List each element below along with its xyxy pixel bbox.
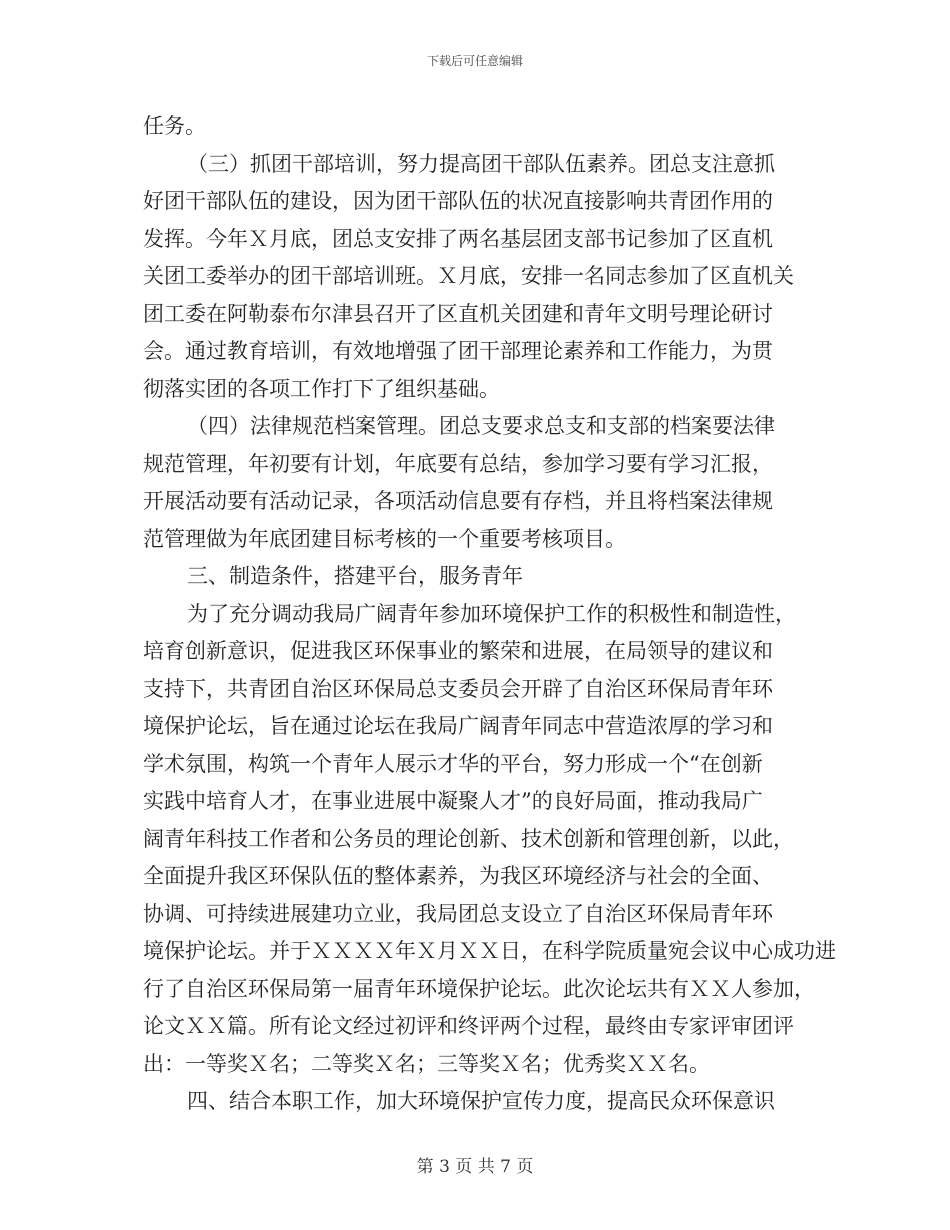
text-line: 四、结合本职工作，加大环境保护宣传力度，提高民众环保意识 xyxy=(187,1089,775,1113)
text-line: 为了充分调动我局广阔青年参加环境保护工作的积极性和制造性， xyxy=(187,601,796,626)
text-line: 关团工委举办的团干部培训班。Ｘ月底，安排一名同志参加了区直机关 xyxy=(143,264,794,288)
text-line: 协调、可持续进展建功立业，我局团总支设立了自治区环保局青年环 xyxy=(143,901,773,926)
page-header-note: 下载后可任意编辑 xyxy=(426,54,523,68)
text-line: 范管理做为年底团建目标考核的一个重要考核项目。 xyxy=(143,526,626,551)
page-number-footer: 第 3 页 共 7 页 xyxy=(416,1157,534,1177)
text-line: 开展活动要有活动记录，各项活动信息要有存档，并且将档案法律规 xyxy=(143,489,773,513)
text-line: 培育创新意识，促进我区环保事业的繁荣和进展，在局领导的建议和 xyxy=(143,639,773,663)
text-line: 支持下，共青团自治区环保局总支委员会开辟了自治区环保局青年环 xyxy=(143,676,773,701)
text-line: 全面提升我区环保队伍的整体素养，为我区环境经济与社会的全面、 xyxy=(143,864,773,888)
text-line: （四）法律规范档案管理。团总支要求总支和支部的档案要法律 xyxy=(187,414,775,438)
text-line: 阔青年科技工作者和公务员的理论创新、技术创新和管理创新，以此， xyxy=(143,826,794,851)
text-line: 规范管理，年初要有计划，年底要有总结，参加学习要有学习汇报， xyxy=(143,451,773,476)
document-body xyxy=(143,108,836,1121)
text-line: 行了自治区环保局第一届青年环境保护论坛。此次论坛共有ＸＸ人参加， xyxy=(143,976,815,1001)
text-line: （三）抓团干部培训，努力提高团干部队伍素养。团总支注意抓 xyxy=(187,151,775,176)
text-line: 实践中培育人才，在事业进展中凝聚人才”的良好局面，推动我局广 xyxy=(143,789,763,813)
text-line: 境保护论坛，旨在通过论坛在我局广阔青年同志中营造浓厚的学习和 xyxy=(143,714,773,738)
text-line: 发挥。今年Ｘ月底，团总支安排了两名基层团支部书记参加了区直机 xyxy=(143,226,773,251)
text-line: 论文ＸＸ篇。所有论文经过初评和终评两个过程，最终由专家评审团评 xyxy=(143,1014,794,1038)
text-line: 好团干部队伍的建设，因为团干部队伍的状况直接影响共青团作用的 xyxy=(143,189,773,213)
text-line: 彻落实团的各项工作打下了组织基础。 xyxy=(143,376,500,401)
text-line: 三、制造条件，搭建平台，服务青年 xyxy=(187,564,523,588)
text-line: 学术氛围，构筑一个青年人展示才华的平台，努力形成一个“在创新 xyxy=(143,751,763,776)
text-line: 任务。 xyxy=(143,114,206,138)
text-line: 团工委在阿勒泰布尔津县召开了区直机关团建和青年文明号理论研讨 xyxy=(143,301,773,326)
text-line: 会。通过教育培训，有效地增强了团干部理论素养和工作能力，为贯 xyxy=(143,339,773,363)
text-line: 出：一等奖Ｘ名；二等奖Ｘ名；三等奖Ｘ名；优秀奖ＸＸ名。 xyxy=(143,1051,710,1076)
text-line: 境保护论坛。并于ＸＸＸＸ年Ｘ月ＸＸ日，在科学院质量宛会议中心成功进 xyxy=(143,939,836,963)
